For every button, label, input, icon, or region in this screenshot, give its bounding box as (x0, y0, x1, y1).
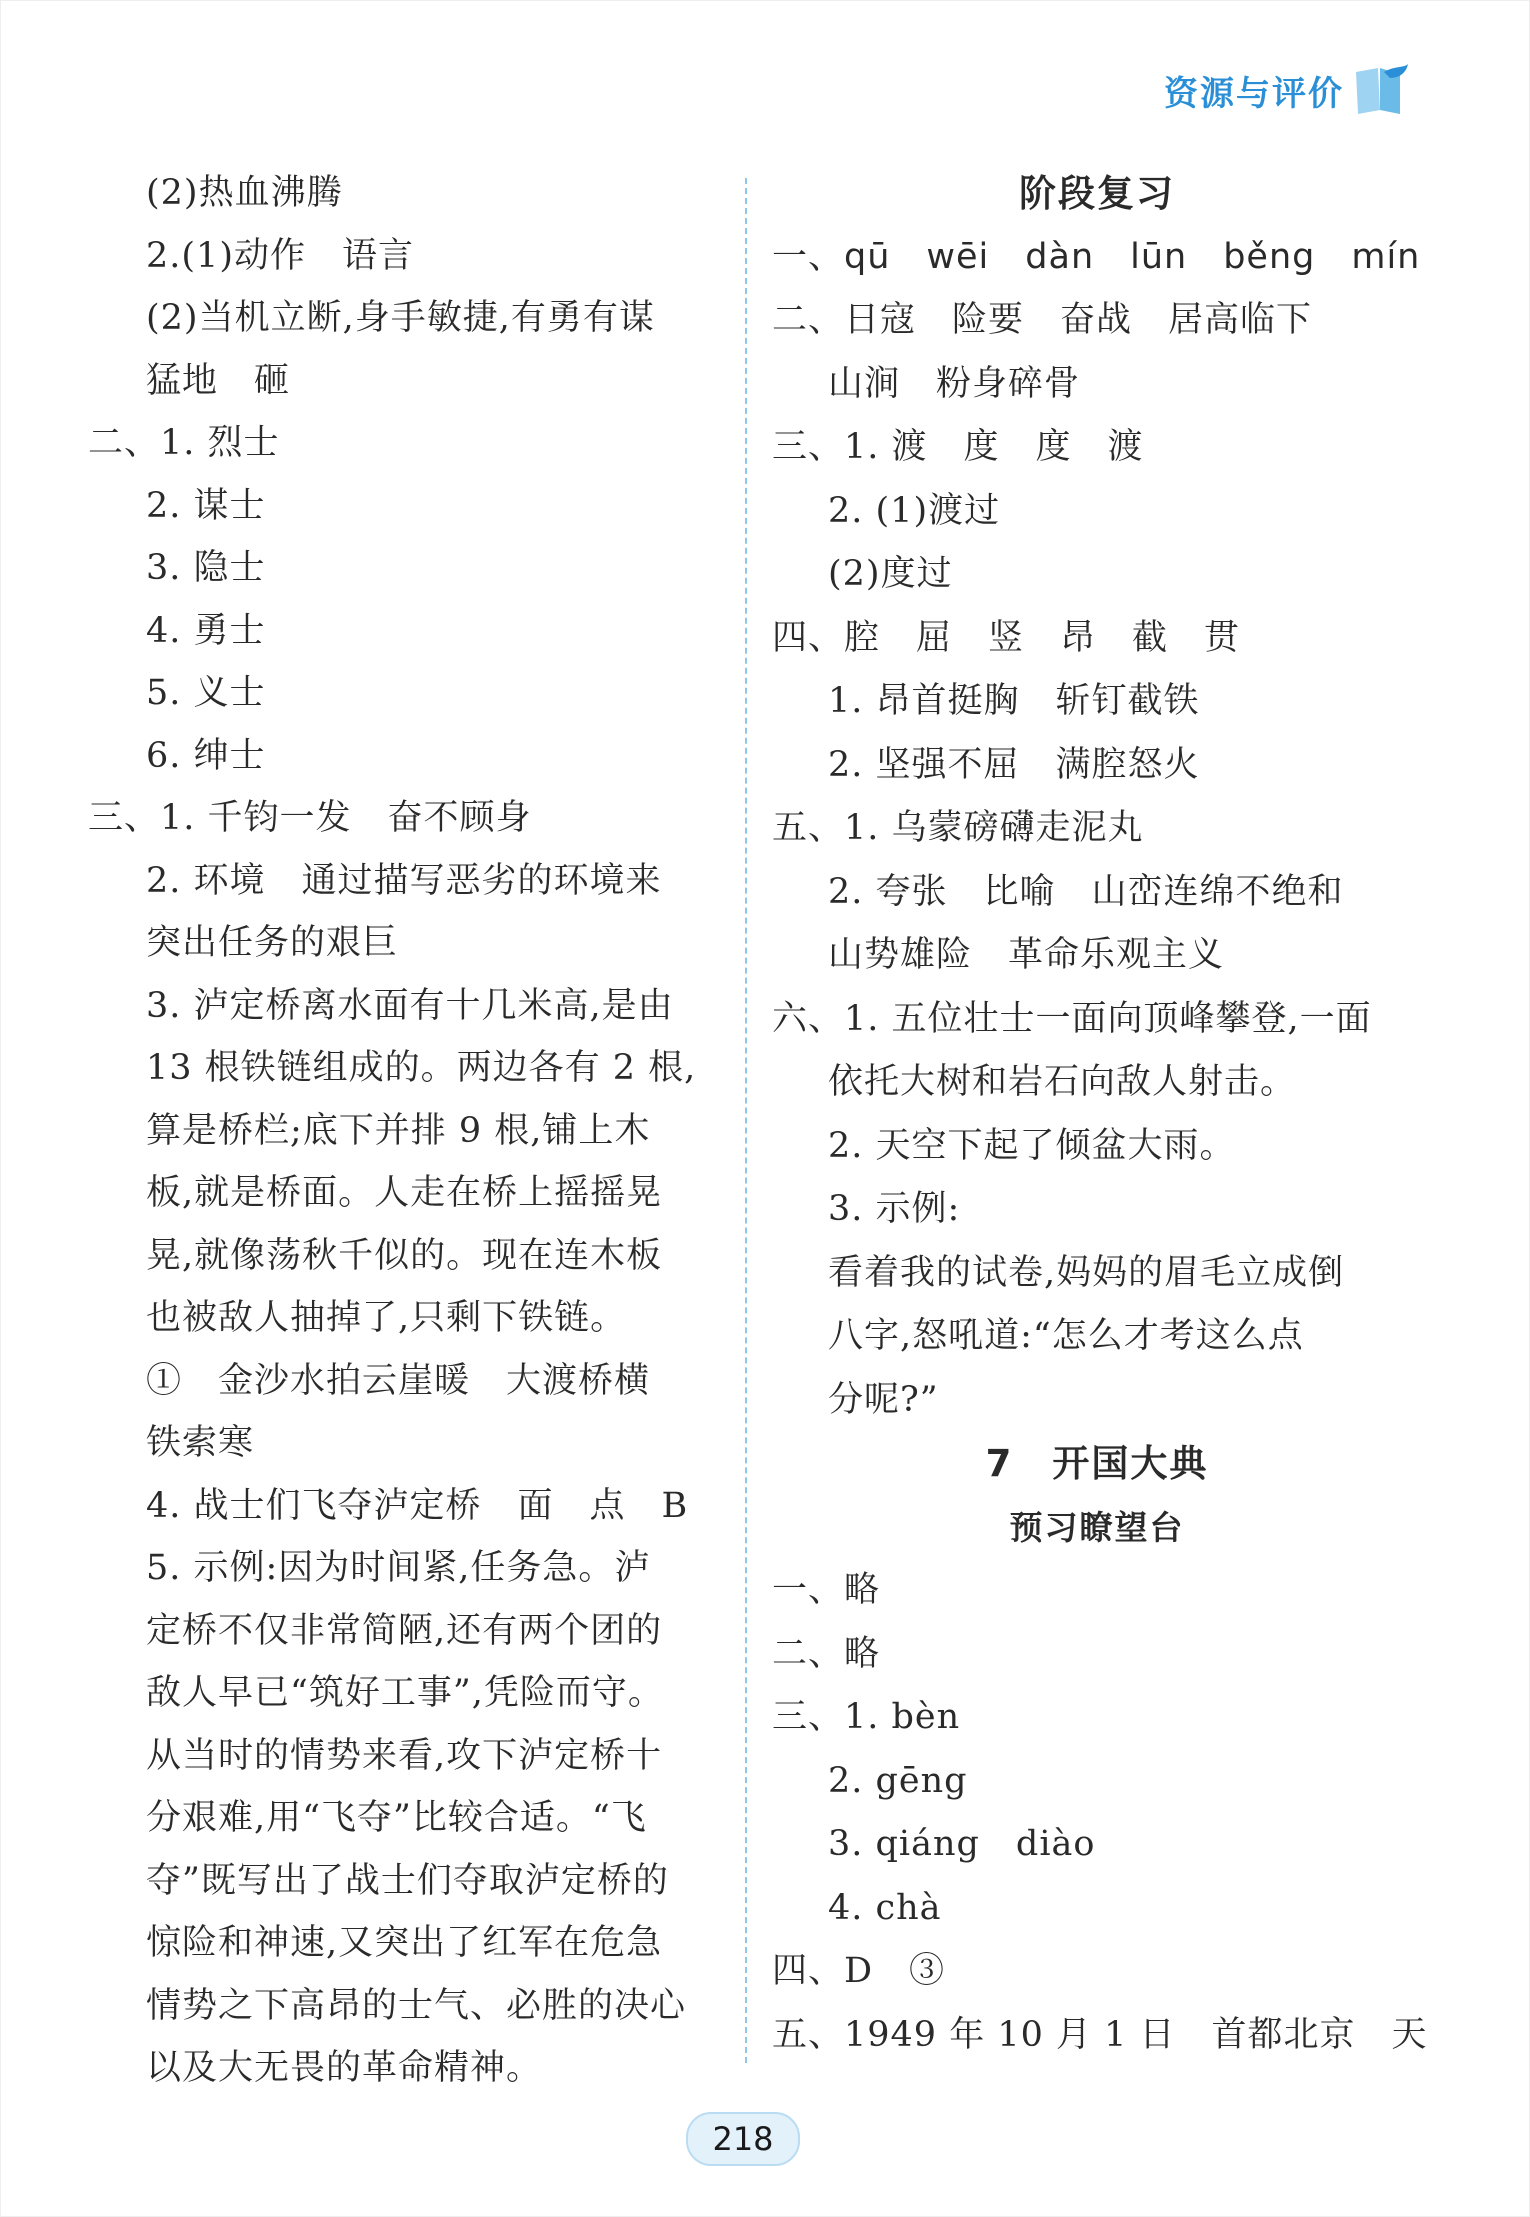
answer-line: 3. qiáng diào (828, 1824, 1096, 1864)
answer-line: 突出任务的艰巨 (146, 923, 399, 963)
answer-line: 五、1. 乌蒙磅礴走泥丸 (772, 808, 1144, 848)
answer-line: 三、1. 千钧一发 奋不顾身 (88, 798, 532, 838)
answer-line: 三、1. bèn (772, 1697, 961, 1737)
left-column (88, 162, 728, 2100)
answer-line: 2. gēng (828, 1760, 968, 1801)
answer-line: 从当时的情势来看,攻下泸定桥十 (146, 1735, 663, 1776)
answer-line: 板,就是桥面。人走在桥上摇摇晃 (146, 1173, 663, 1213)
answer-line: 2. 坚强不屈 满腔怒火 (828, 744, 1200, 785)
brand-title: 资源与评价 (1164, 73, 1344, 114)
answer-line: 惊险和神速,又突出了红军在危急 (146, 1923, 663, 1963)
brand-header (1164, 62, 1410, 118)
answer-line: 四、腔 屈 竖 昂 截 贯 (772, 617, 1241, 658)
book-logo-icon (1350, 62, 1410, 118)
answer-line: 2. 夸张 比喻 山峦连绵不绝和 (828, 871, 1344, 912)
answer-line: 也被敌人抽掉了,只剩下铁链。 (146, 1298, 627, 1338)
answer-line: 4. chà (828, 1887, 942, 1928)
answer-line: (2)度过 (828, 554, 953, 594)
answer-line: 夺”既写出了战士们夺取泸定桥的 (146, 1860, 669, 1901)
answer-line: 五、1949 年 10 月 1 日 首都北京 天 (772, 2014, 1428, 2055)
answer-line: 定桥不仅非常简陋,还有两个团的 (146, 1610, 663, 1651)
answer-line: 4. 勇士 (146, 610, 266, 651)
answer-line: 算是桥栏;底下并排 9 根,铺上木 (146, 1110, 651, 1151)
answer-line: 二、日寇 险要 奋战 居高临下 (772, 300, 1313, 340)
answer-line: 四、D ③ (772, 1951, 946, 1991)
lesson-subtitle: 预习瞭望台 (1009, 1507, 1185, 1547)
answer-line: 一、略 (772, 1570, 881, 1610)
answer-line: 5. 义士 (146, 673, 266, 713)
answer-line: (2)当机立断,身手敏捷,有勇有谋 (146, 298, 655, 338)
section-title: 阶段复习 (1019, 172, 1175, 215)
answer-line: 六、1. 五位壮士一面向顶峰攀登,一面 (772, 998, 1372, 1039)
answer-line: 4. 战士们飞夺泸定桥 面 点 B (146, 1485, 689, 1526)
page-number: 218 (712, 2120, 774, 2158)
answer-line: 山涧 粉身碎骨 (828, 363, 1081, 404)
answer-line: 3. 泸定桥离水面有十几米高,是由 (146, 985, 674, 1026)
answer-line: 2.(1)动作 语言 (146, 235, 414, 276)
answer-line: 依托大树和岩石向敌人射击。 (828, 1062, 1297, 1102)
answer-line: 以及大无畏的革命精神。 (146, 2048, 543, 2088)
answer-line: 3. 示例: (828, 1189, 961, 1229)
column-divider (745, 178, 747, 2063)
answer-line: 6. 绅士 (146, 735, 266, 776)
answer-line: 2. 环境 通过描写恶劣的环境来 (146, 860, 662, 901)
answer-line: 2. 谋士 (146, 485, 266, 526)
answer-line: 13 根铁链组成的。两边各有 2 根, (146, 1048, 697, 1088)
answer-line: 二、略 (772, 1633, 881, 1674)
answer-line: 晃,就像荡秋千似的。现在连木板 (146, 1235, 663, 1276)
answer-line: 三、1. 渡 度 度 渡 (772, 427, 1144, 467)
answer-line: 八字,怒吼道:“怎么才考这么点 (828, 1316, 1304, 1356)
answer-line: 2. (1)渡过 (828, 490, 1001, 531)
answer-line: 2. 天空下起了倾盆大雨。 (828, 1125, 1236, 1166)
answer-line: ① 金沙水拍云崖暖 大渡桥横 (146, 1360, 651, 1401)
answer-line: 情势之下高昂的士气、必胜的决心 (146, 1985, 687, 2026)
right-column (772, 162, 1428, 2067)
answer-line: 敌人早已“筑好工事”,凭险而守。 (146, 1673, 664, 1713)
answer-line: 一、qū wēi dàn lūn běng mín (772, 236, 1421, 277)
answer-line: 铁索寒 (146, 1423, 255, 1463)
answer-line: 山势雄险 革命乐观主义 (828, 935, 1225, 975)
lesson-title: 7 开国大典 (985, 1442, 1209, 1485)
answer-line: 分呢?” (828, 1379, 939, 1420)
answer-line: (2)热血沸腾 (146, 173, 343, 213)
answer-line: 看着我的试卷,妈妈的眉毛立成倒 (828, 1252, 1345, 1293)
answer-line: 1. 昂首挺胸 斩钉截铁 (828, 681, 1200, 721)
answer-line: 猛地 砸 (146, 360, 291, 401)
answer-line: 5. 示例:因为时间紧,任务急。泸 (146, 1548, 651, 1588)
answer-line: 分艰难,用“飞夺”比较合适。“飞 (146, 1798, 647, 1838)
answer-line: 3. 隐士 (146, 548, 266, 588)
page-number-badge (686, 2112, 800, 2166)
answer-line: 二、1. 烈士 (88, 423, 280, 463)
